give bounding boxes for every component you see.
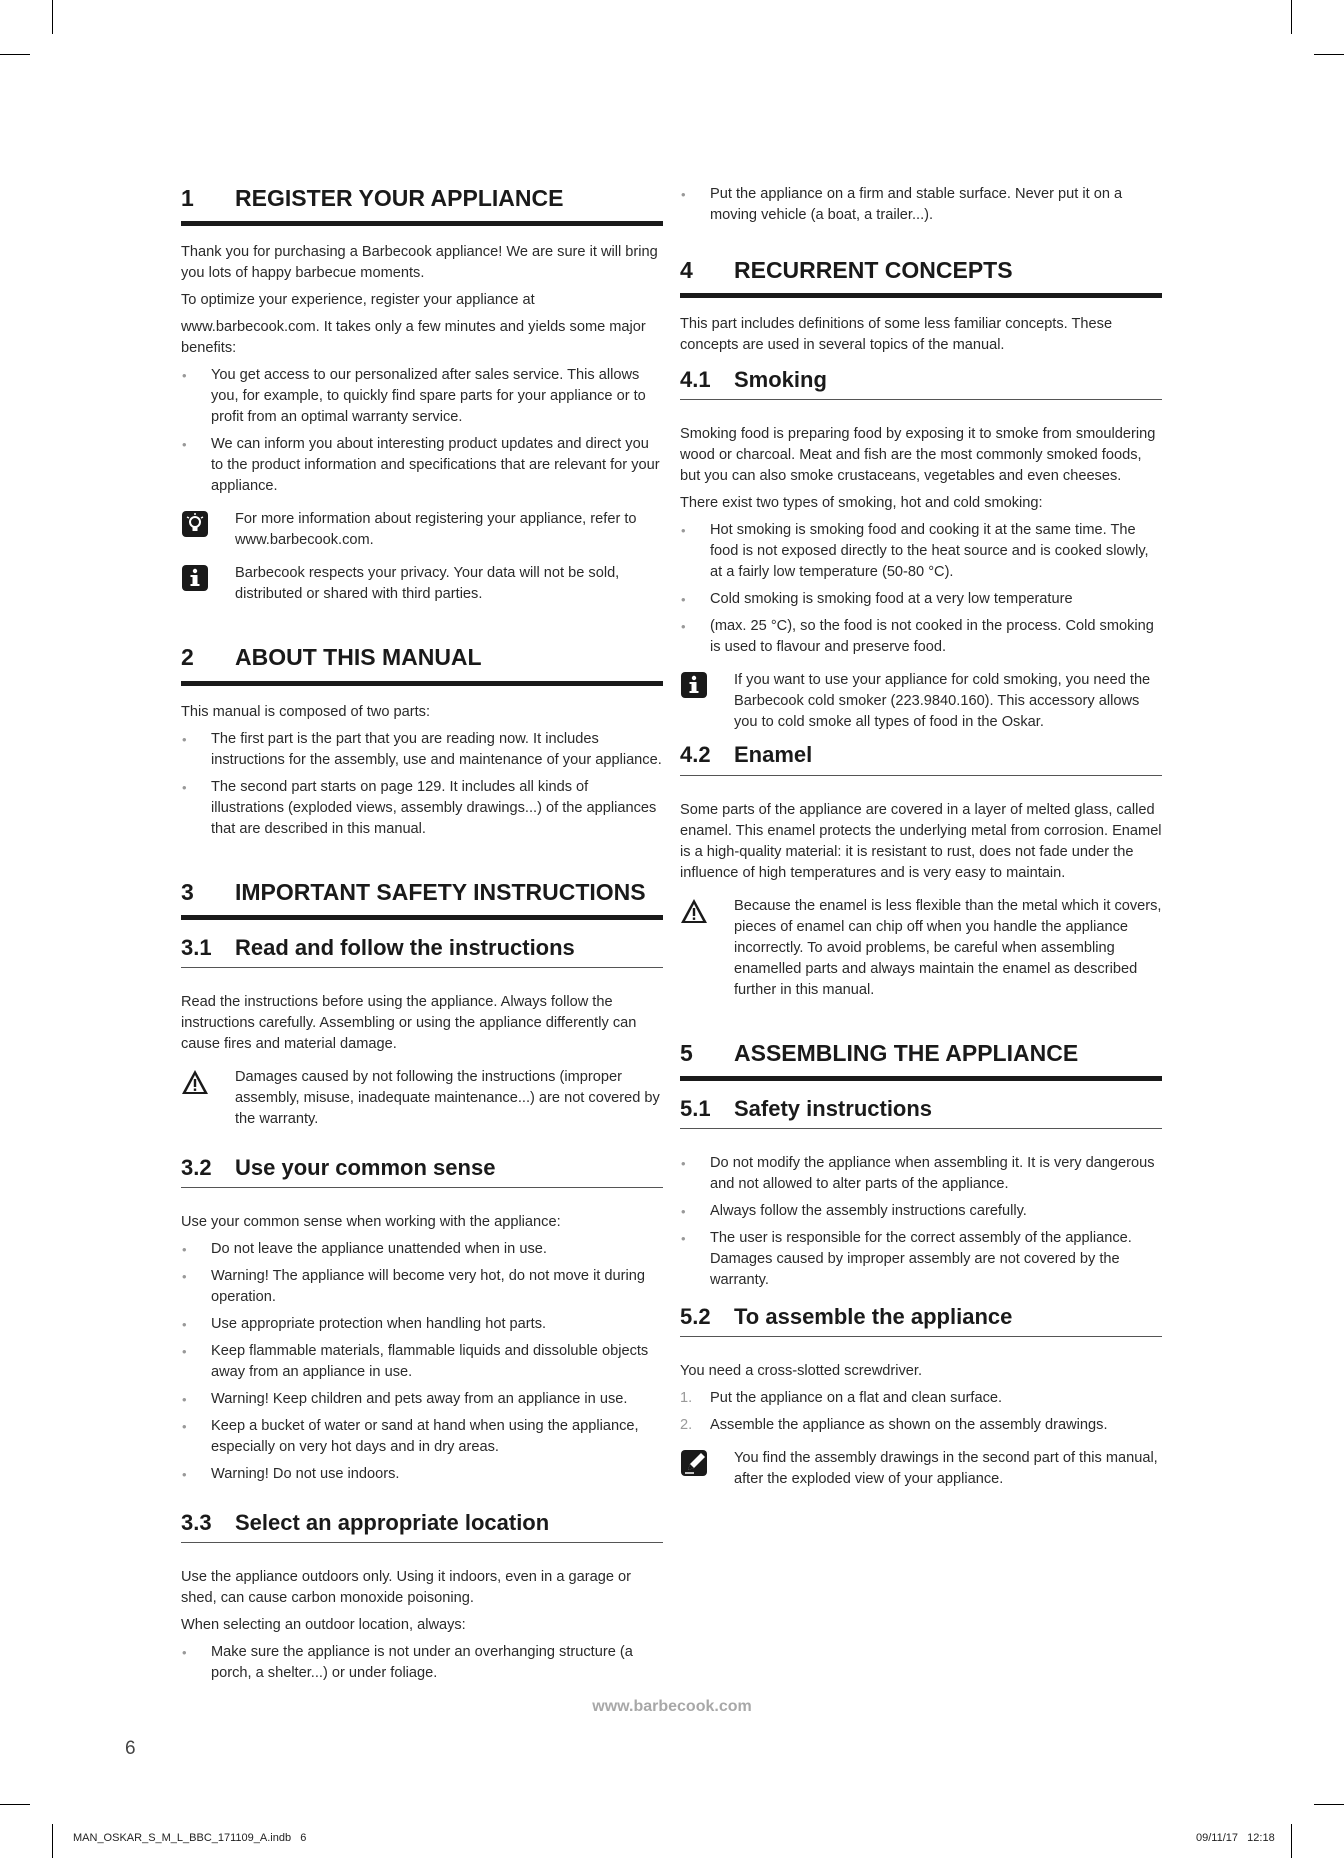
list-item: • Warning! Do not use indoors.	[182, 1466, 400, 1483]
instructions-paragraph: Read the instructions before using the appliance. Always follow the instructions carefully. Assembling or using the appliance differently can cause fires and material damage.	[181, 994, 637, 1053]
benefits-list	[181, 365, 663, 497]
list-item: • Use appropriate protection when handling hot parts.	[182, 1316, 547, 1333]
crop-mark	[52, 1824, 53, 1858]
location-list-continued	[680, 184, 1162, 226]
benefits-paragraph: www.barbecook.com. It takes only a few minutes and yields some major benefits:	[181, 319, 646, 357]
section-5-1-heading: 5.1 Safety instructions	[680, 1097, 1162, 1129]
list-item: • Keep a bucket of water or sand at hand when using the appliance, especially on very hot days and in dry areas.	[182, 1418, 639, 1456]
list-item: • Make sure the appliance is not under an overhanging structure (a porch, a shelter...) or under foliage.	[182, 1644, 633, 1682]
warning-note: Because the enamel is less flexible than the metal which it covers, pieces of enamel can chip off when you handle the appliance incorrectly. To avoid problems, be careful when assembling enamelled parts and always maintain the enamel as described further in this manual.	[680, 896, 1162, 1001]
pencil-note: You find the assembly drawings in the second part of this manual, after the exploded view of your appliance.	[680, 1448, 1162, 1490]
manual-parts-list	[181, 729, 663, 840]
enamel-paragraph: Some parts of the appliance are covered in a layer of melted glass, called enamel. This enamel protects the underlying metal from corrosion. Enamel is a high-quality material: it is resistant to rust, does not fade under the influence of high temperatures and is very easy to maintain.	[680, 801, 1162, 881]
list-item: • The second part starts on page 129. It includes all kinds of illustrations (exploded views, assembly drawings...) of the appliances that are described in this manual.	[182, 778, 657, 837]
assembly-steps-list	[680, 1388, 1162, 1436]
location-paragraph: Use the appliance outdoors only. Using it indoors, even in a garage or shed, can cause carbon monoxide poisoning.	[181, 1569, 631, 1607]
list-item: 1. Put the appliance on a flat and clean surface.	[680, 1390, 1003, 1407]
left-column	[181, 180, 663, 1690]
common-sense-paragraph: Use your common sense when working with the appliance:	[181, 1214, 561, 1231]
section-3-heading: 3 IMPORTANT SAFETY INSTRUCTIONS	[181, 880, 663, 920]
list-item: • Put the appliance on a firm and stable surface. Never put it on a moving vehicle (a boat, a trailer...).	[681, 186, 1123, 223]
pencil-note-icon	[680, 1448, 734, 1490]
right-column	[680, 184, 1162, 1498]
tip-note: For more information about registering your appliance, refer to www.barbecook.com.	[181, 509, 663, 551]
list-item: • Do not modify the appliance when assembling it. It is very dangerous and not allowed to alter parts of the appliance.	[681, 1155, 1155, 1193]
section-4-heading: 4 RECURRENT CONCEPTS	[680, 258, 1162, 298]
crop-mark	[1314, 54, 1344, 55]
list-item: • Cold smoking is smoking food at a very low temperature	[681, 591, 1073, 608]
list-item: • The user is responsible for the correct assembly of the appliance. Damages caused by improper assembly are not covered by the warranty.	[681, 1230, 1132, 1289]
section-3-1-heading: 3.1 Read and follow the instructions	[181, 936, 663, 968]
list-item: • Keep flammable materials, flammable liquids and dissoluble objects away from an appliance in use.	[182, 1343, 649, 1381]
intro-paragraph: Thank you for purchasing a Barbecook appliance! We are sure it will bring you lots of happy barbecue moments.	[181, 244, 658, 282]
list-item: • You get access to our personalized after sales service. This allows you, for example, to quickly find spare parts for your appliance or to profit from an optimal warranty service.	[182, 367, 646, 426]
crop-mark	[1291, 1824, 1292, 1858]
smoking-types-paragraph: There exist two types of smoking, hot and cold smoking:	[680, 495, 1043, 512]
list-item: • Warning! Keep children and pets away from an appliance in use.	[182, 1391, 628, 1408]
lightbulb-icon	[181, 509, 235, 551]
crop-mark	[1314, 1804, 1344, 1805]
section-3-3-heading: 3.3 Select an appropriate location	[181, 1511, 663, 1543]
info-icon	[181, 563, 235, 605]
manual-parts-paragraph: This manual is composed of two parts:	[181, 703, 431, 720]
crop-mark	[52, 0, 53, 34]
list-item: • Always follow the assembly instructions carefully.	[681, 1203, 1027, 1220]
section-5-heading: 5 ASSEMBLING THE APPLIANCE	[680, 1041, 1162, 1081]
section-4-2-heading: 4.2 Enamel	[680, 743, 1162, 775]
list-item: • Do not leave the appliance unattended when in use.	[182, 1241, 547, 1258]
section-4-1-heading: 4.1 Smoking	[680, 368, 1162, 400]
crop-mark	[1291, 0, 1292, 34]
crop-mark	[0, 1804, 30, 1805]
list-item: • The first part is the part that you are reading now. It includes instructions for the assembly, use and maintenance of your appliance.	[182, 730, 662, 768]
info-note: If you want to use your appliance for cold smoking, you need the Barbecook cold smoker (223.9840.160). This accessory allows you to cold smoke all types of food in the Oskar.	[680, 670, 1162, 733]
smoking-paragraph: Smoking food is preparing food by exposing it to smoke from smouldering wood or charcoal. Meat and fish are the most commonly smoked foods, but you can also smoke crustaceans, vegetables and even cheeses.	[680, 426, 1156, 485]
crop-mark	[0, 54, 30, 55]
list-item: • Hot smoking is smoking food and cooking it at the same time. The food is not exposed directly to the heat source and is cooked slowly, at a fairly low temperature (50-80 °C).	[681, 522, 1149, 581]
location-list	[181, 1642, 663, 1684]
footer-url: www.barbecook.com	[592, 1698, 752, 1715]
assembly-safety-list	[680, 1153, 1162, 1291]
list-item: 2. Assemble the appliance as shown on the assembly drawings.	[680, 1417, 1108, 1434]
warning-note: Damages caused by not following the instructions (improper assembly, misuse, inadequate maintenance...) are not covered by the warranty.	[181, 1067, 663, 1130]
section-2-heading: 2 ABOUT THIS MANUAL	[181, 645, 663, 685]
smoking-types-list	[680, 520, 1162, 658]
location-lead-paragraph: When selecting an outdoor location, always:	[181, 1617, 466, 1634]
register-paragraph: To optimize your experience, register your appliance at	[181, 292, 535, 309]
info-note: Barbecook respects your privacy. Your data will not be sold, distributed or shared with third parties.	[181, 563, 663, 605]
concepts-paragraph: This part includes definitions of some less familiar concepts. These concepts are used in several topics of the manual.	[680, 316, 1113, 354]
section-3-2-heading: 3.2 Use your common sense	[181, 1156, 663, 1188]
print-slug-file: MAN_OSKAR_S_M_L_BBC_171109_A.indb 6	[73, 1832, 307, 1844]
screwdriver-paragraph: You need a cross-slotted screwdriver.	[680, 1363, 923, 1380]
warning-triangle-icon	[181, 1067, 235, 1130]
list-item: • (max. 25 °C), so the food is not cooked in the process. Cold smoking is used to flavour and preserve food.	[681, 618, 1154, 656]
warning-triangle-icon	[680, 896, 734, 1001]
page-number: 6	[125, 1738, 136, 1759]
info-icon	[680, 670, 734, 733]
print-slug-date: 09/11/17 12:18	[1196, 1832, 1275, 1844]
list-item: • Warning! The appliance will become very hot, do not move it during operation.	[182, 1268, 645, 1306]
list-item: • We can inform you about interesting product updates and direct you to the product information and specifications that are relevant for your appliance.	[182, 436, 660, 495]
common-sense-list	[181, 1239, 663, 1485]
section-1-heading: 1 REGISTER YOUR APPLIANCE	[181, 186, 663, 226]
section-5-2-heading: 5.2 To assemble the appliance	[680, 1305, 1162, 1337]
